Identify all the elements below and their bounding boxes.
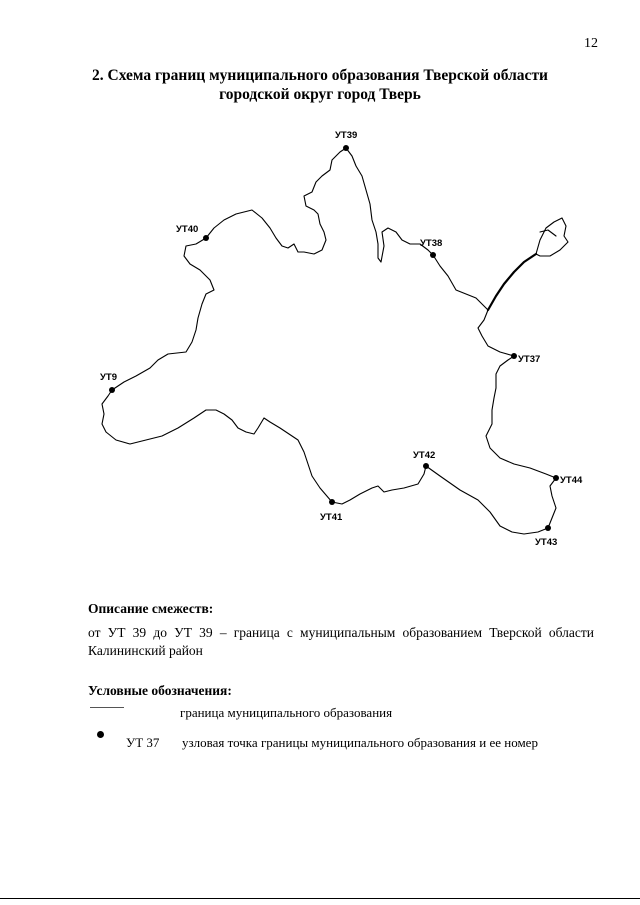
point-label-ut37: УТ37 (518, 354, 541, 365)
municipal-boundary-line (102, 148, 556, 534)
point-label-ut42: УТ42 (413, 450, 436, 461)
legend-heading: Условные обозначения: (88, 683, 232, 698)
northeast-lobe-outline (536, 218, 568, 256)
adjacency-description: от УТ 39 до УТ 39 – граница с муниципальным образованием Тверской области Калининский район (88, 625, 594, 658)
point-label-ut44: УТ44 (560, 475, 583, 486)
point-label-ut9: УТ9 (100, 372, 117, 383)
point-marker-ut43 (545, 525, 551, 531)
point-marker-ut37 (511, 353, 517, 359)
point-label-ut43: УТ43 (535, 537, 558, 548)
point-marker-ut9 (109, 387, 115, 393)
adjacency-heading: Описание смежеств: (88, 601, 214, 616)
point-label-ut39: УТ39 (335, 130, 358, 141)
title-line-1: 2. Схема границ муниципального образования Тверской области (92, 67, 548, 84)
point-marker-ut41 (329, 499, 335, 505)
point-marker-ut38 (430, 252, 436, 258)
point-marker-ut39 (343, 145, 349, 151)
point-label-ut41: УТ41 (320, 512, 343, 523)
point-marker-ut42 (423, 463, 429, 469)
legend-point-label: узловая точка границы муниципального образования и ее номер (182, 735, 538, 750)
bottom-rule (0, 898, 640, 899)
point-label-ut38: УТ38 (420, 238, 443, 249)
title-line-2: городской округ город Тверь (219, 86, 421, 103)
legend-line-label: граница муниципального образования (180, 705, 393, 720)
northeast-connector-line (488, 254, 536, 310)
point-marker-ut44 (553, 475, 559, 481)
legend-point-symbol (97, 731, 104, 738)
legend-line-symbol (90, 707, 124, 708)
point-marker-ut40 (203, 235, 209, 241)
page-number: 12 (584, 36, 598, 51)
point-label-ut40: УТ40 (176, 224, 199, 235)
legend-point-code: УТ 37 (126, 735, 160, 750)
